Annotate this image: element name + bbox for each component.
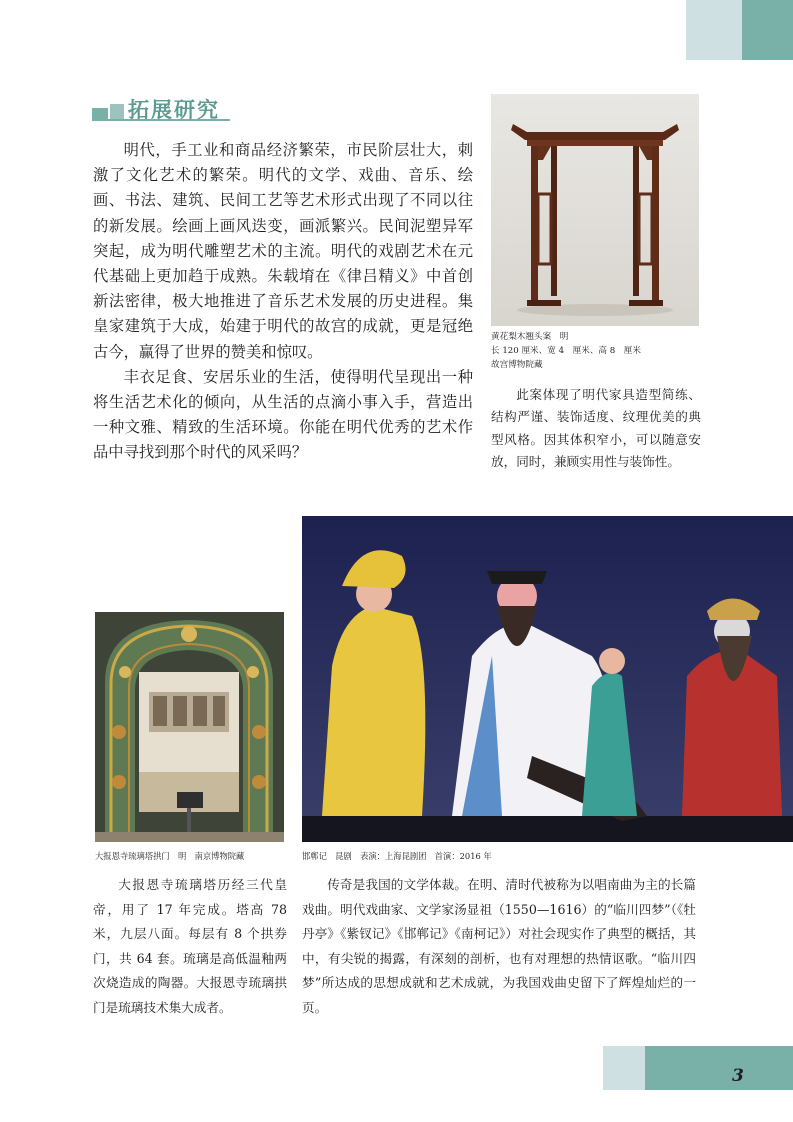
opera-description xyxy=(302,873,696,1020)
heading-marker xyxy=(110,104,124,120)
furniture-caption xyxy=(491,330,701,372)
section-title: 拓展研究 xyxy=(128,98,220,122)
main-paragraph-2: 丰衣足食、安居乐业的生活，使得明代呈现出一种将生活艺术化的倾向，从生活的点滴小事入手，营造出一种文雅、精致的生活环境。你能在明代优秀的艺术作品中寻找到那个时代的风采吗？ xyxy=(93,367,473,462)
furniture-description-text: 此案体现了明代家具造型简练、结构严谨、装饰适度、纹理优美的典型风格。因其体积窄小，可以随意安放，同时，兼顾实用性与装饰性。 xyxy=(491,387,701,470)
furniture-caption-collection: 故宫博物院藏 xyxy=(491,360,543,370)
opera-photo xyxy=(302,516,793,842)
furniture-description xyxy=(491,384,701,474)
furniture-caption-title: 黄花梨木翘头案 明 xyxy=(491,332,569,342)
gate-description xyxy=(93,873,287,1020)
footer-block-dark xyxy=(645,1046,793,1090)
corner-block-light xyxy=(686,0,742,60)
main-text xyxy=(93,138,473,466)
main-paragraph-1: 明代，手工业和商品经济繁荣，市民阶层壮大，刺激了文化艺术的繁荣。明代的文学、戏曲、音乐、绘画、书法、建筑、民间工艺等艺术形式出现了不同以往的新发展。绘画上画风迭变，画派繁兴。民间泥塑异军突起，成为明代雕塑艺术的主流。明代的戏剧艺术在元代基础上更加趋于成熟。朱载堉在《律吕精义》中首创新法密律，极大地推进了音乐艺术发展的历史进程。集皇家建筑于大成，始建于明代的故宫的成就，更是冠绝古今，赢得了世界的赞美和惊叹。 xyxy=(93,141,473,361)
opera-caption: 邯郸记 昆剧 表演：上海昆剧团 首演：2016 年 xyxy=(302,851,492,861)
page-number: 3 xyxy=(732,1066,744,1086)
footer-block-light xyxy=(603,1046,645,1090)
gate-description-text: 大报恩寺琉璃塔历经三代皇帝，用了 17 年完成。塔高 78 米，九层八面。每层有 8 个拱券门，共 64 套。琉璃是高低温釉两次烧造成的陶器。大报恩寺琉璃拱门是琉璃技术集大成者。 xyxy=(93,877,287,1015)
furniture-caption-size: 长 120 厘米、宽 4 厘米、高 8 厘米 xyxy=(491,346,641,356)
gate-photo xyxy=(95,612,284,842)
opera-description-text: 传奇是我国的文学体裁。在明、清时代被称为以唱南曲为主的长篇戏曲。明代戏曲家、文学家汤显祖（1550—1616）的“临川四梦”（《牡丹亭》《紫钗记》《邯郸记》《南柯记》）对社会现实作了典型的概括，其中，有尖锐的揭露，有深刻的剖析，也有对理想的热情讴歌。“临川四梦”所达成的思想成就和艺术成就，为我国戏曲史留下了辉煌灿烂的一页。 xyxy=(302,877,696,1015)
gate-caption: 大报恩寺琉璃塔拱门 明 南京博物院藏 xyxy=(95,851,245,861)
furniture-photo xyxy=(491,94,699,326)
corner-block-dark xyxy=(742,0,793,60)
